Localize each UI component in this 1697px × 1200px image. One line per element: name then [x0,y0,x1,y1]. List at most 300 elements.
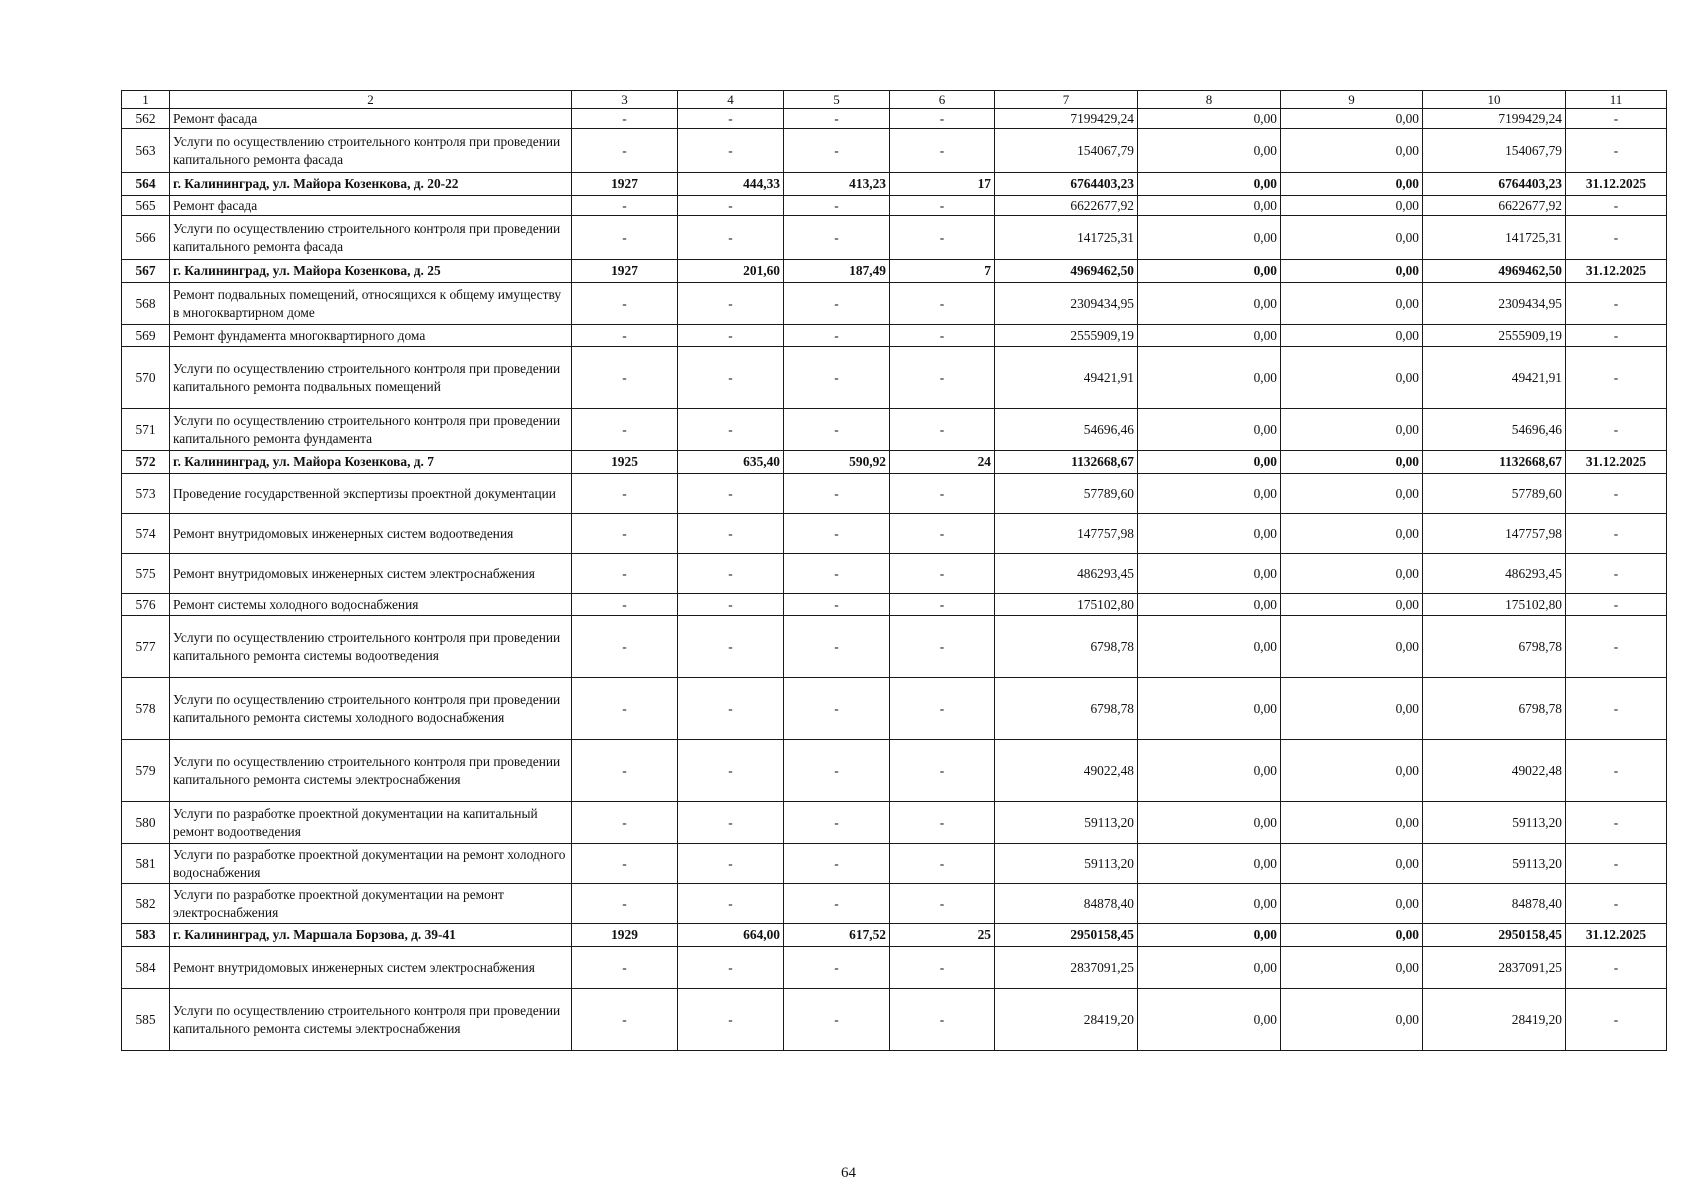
work-description: г. Калининград, ул. Майора Козенкова, д. 7 [170,451,572,474]
row-number: 579 [122,740,170,802]
row-number: 562 [122,109,170,129]
col-5-cell: - [784,844,890,884]
col-3-cell: - [572,216,678,260]
work-description: Услуги по разработке проектной документации на ремонт электроснабжения [170,884,572,924]
col-3-cell: - [572,594,678,616]
col-10-amount: 59113,20 [1423,802,1566,844]
col-5-cell: - [784,474,890,514]
col-3-cell: - [572,474,678,514]
row-number: 582 [122,884,170,924]
col-11-date: - [1566,844,1667,884]
col-6-cell: 25 [890,924,995,947]
col-4-cell: 635,40 [678,451,784,474]
col-9-amount: 0,00 [1281,129,1423,173]
col-6-cell: - [890,196,995,216]
col-3-cell: - [572,109,678,129]
col-9-amount: 0,00 [1281,678,1423,740]
col-3-cell: - [572,802,678,844]
col-6-cell: - [890,514,995,554]
col-4-cell: - [678,947,784,989]
col-3-cell: - [572,947,678,989]
col-3-cell: - [572,283,678,325]
address-row [122,260,1667,283]
col-8-amount: 0,00 [1138,283,1281,325]
col-10-amount: 57789,60 [1423,474,1566,514]
col-6-cell: - [890,216,995,260]
col-8-amount: 0,00 [1138,554,1281,594]
col-8-amount: 0,00 [1138,474,1281,514]
col-11-date: - [1566,216,1667,260]
col-9-amount: 0,00 [1281,451,1423,474]
col-3-cell: - [572,554,678,594]
col-10-amount: 2555909,19 [1423,325,1566,347]
work-description: Услуги по осуществлению строительного контроля при проведении капитального ремонта подвальных помещений [170,347,572,409]
col-8-amount: 0,00 [1138,594,1281,616]
col-9-amount: 0,00 [1281,514,1423,554]
row-number: 572 [122,451,170,474]
header-cell: 4 [678,91,784,109]
col-7-amount: 1132668,67 [995,451,1138,474]
col-5-cell: - [784,740,890,802]
work-description: Услуги по осуществлению строительного контроля при проведении капитального ремонта фундамента [170,409,572,451]
col-6-cell: - [890,616,995,678]
col-10-amount: 54696,46 [1423,409,1566,451]
col-11-date: 31.12.2025 [1566,451,1667,474]
col-10-amount: 28419,20 [1423,989,1566,1051]
col-10-amount: 1132668,67 [1423,451,1566,474]
col-8-amount: 0,00 [1138,802,1281,844]
col-11-date: - [1566,347,1667,409]
header-cell: 11 [1566,91,1667,109]
work-item-row [122,325,1667,347]
col-4-cell: - [678,594,784,616]
header-cell: 7 [995,91,1138,109]
col-6-cell: 7 [890,260,995,283]
col-9-amount: 0,00 [1281,884,1423,924]
col-4-cell: - [678,884,784,924]
row-number: 568 [122,283,170,325]
work-description: Услуги по осуществлению строительного контроля при проведении капитального ремонта системы водоотведения [170,616,572,678]
col-8-amount: 0,00 [1138,173,1281,196]
work-description: Ремонт системы холодного водоснабжения [170,594,572,616]
col-4-cell: - [678,283,784,325]
col-4-cell: - [678,616,784,678]
work-item-row [122,347,1667,409]
work-item-row [122,594,1667,616]
col-6-cell: - [890,474,995,514]
col-8-amount: 0,00 [1138,451,1281,474]
repair-program-table [121,90,1667,1051]
col-11-date: - [1566,678,1667,740]
column-number-header [122,91,1667,109]
col-7-amount: 486293,45 [995,554,1138,594]
col-4-cell: - [678,740,784,802]
row-number: 567 [122,260,170,283]
row-number: 566 [122,216,170,260]
col-5-cell: - [784,109,890,129]
col-11-date: - [1566,325,1667,347]
work-description: Ремонт внутридомовых инженерных систем электроснабжения [170,947,572,989]
col-10-amount: 4969462,50 [1423,260,1566,283]
work-item-row [122,554,1667,594]
col-5-cell: - [784,514,890,554]
col-7-amount: 2837091,25 [995,947,1138,989]
col-11-date: 31.12.2025 [1566,924,1667,947]
work-description: Ремонт фасада [170,196,572,216]
col-3-cell: - [572,325,678,347]
col-7-amount: 7199429,24 [995,109,1138,129]
col-4-cell: - [678,409,784,451]
col-8-amount: 0,00 [1138,884,1281,924]
col-7-amount: 6622677,92 [995,196,1138,216]
col-8-amount: 0,00 [1138,260,1281,283]
work-item-row [122,884,1667,924]
col-11-date: - [1566,616,1667,678]
col-7-amount: 2309434,95 [995,283,1138,325]
work-description: Услуги по разработке проектной документации на капитальный ремонт водоотведения [170,802,572,844]
row-number: 580 [122,802,170,844]
col-7-amount: 147757,98 [995,514,1138,554]
col-5-cell: - [784,216,890,260]
col-10-amount: 84878,40 [1423,884,1566,924]
col-8-amount: 0,00 [1138,947,1281,989]
col-10-amount: 6798,78 [1423,678,1566,740]
col-10-amount: 49022,48 [1423,740,1566,802]
header-cell: 6 [890,91,995,109]
col-10-amount: 486293,45 [1423,554,1566,594]
col-7-amount: 6798,78 [995,616,1138,678]
page-number: 64 [841,1165,856,1181]
col-8-amount: 0,00 [1138,196,1281,216]
col-3-cell: - [572,616,678,678]
col-11-date: - [1566,554,1667,594]
work-item-row [122,844,1667,884]
row-number: 581 [122,844,170,884]
work-description: Услуги по осуществлению строительного контроля при проведении капитального ремонта фасада [170,129,572,173]
work-description: Услуги по разработке проектной документации на ремонт холодного водоснабжения [170,844,572,884]
col-5-cell: - [784,347,890,409]
col-5-cell: - [784,554,890,594]
col-6-cell: - [890,554,995,594]
col-3-cell: - [572,514,678,554]
col-8-amount: 0,00 [1138,109,1281,129]
work-item-row [122,514,1667,554]
col-9-amount: 0,00 [1281,347,1423,409]
col-5-cell: - [784,129,890,173]
row-number: 576 [122,594,170,616]
work-description: Услуги по осуществлению строительного контроля при проведении капитального ремонта системы электроснабжения [170,989,572,1051]
col-3-cell: 1925 [572,451,678,474]
row-number: 578 [122,678,170,740]
col-8-amount: 0,00 [1138,678,1281,740]
col-5-cell: 413,23 [784,173,890,196]
col-8-amount: 0,00 [1138,129,1281,173]
col-10-amount: 141725,31 [1423,216,1566,260]
col-7-amount: 2555909,19 [995,325,1138,347]
col-4-cell: - [678,196,784,216]
col-7-amount: 154067,79 [995,129,1138,173]
col-7-amount: 59113,20 [995,844,1138,884]
row-number: 577 [122,616,170,678]
col-6-cell: - [890,325,995,347]
col-9-amount: 0,00 [1281,554,1423,594]
col-8-amount: 0,00 [1138,409,1281,451]
header-cell: 2 [170,91,572,109]
col-7-amount: 59113,20 [995,802,1138,844]
work-item-row [122,616,1667,678]
col-3-cell: - [572,196,678,216]
work-description: г. Калининград, ул. Майора Козенкова, д. 25 [170,260,572,283]
col-6-cell: - [890,989,995,1051]
header-cell: 9 [1281,91,1423,109]
col-7-amount: 2950158,45 [995,924,1138,947]
col-6-cell: - [890,109,995,129]
col-3-cell: 1927 [572,260,678,283]
col-4-cell: - [678,989,784,1051]
col-5-cell: - [784,947,890,989]
col-8-amount: 0,00 [1138,216,1281,260]
row-number: 571 [122,409,170,451]
work-item-row [122,989,1667,1051]
col-11-date: - [1566,129,1667,173]
col-9-amount: 0,00 [1281,947,1423,989]
col-5-cell: - [784,283,890,325]
header-cell: 8 [1138,91,1281,109]
row-number: 565 [122,196,170,216]
work-description: Услуги по осуществлению строительного контроля при проведении капитального ремонта системы холодного водоснабжения [170,678,572,740]
col-6-cell: - [890,409,995,451]
col-6-cell: - [890,283,995,325]
col-6-cell: - [890,594,995,616]
work-description: Услуги по осуществлению строительного контроля при проведении капитального ремонта системы электроснабжения [170,740,572,802]
work-item-row [122,409,1667,451]
col-5-cell: - [784,594,890,616]
col-7-amount: 175102,80 [995,594,1138,616]
col-8-amount: 0,00 [1138,347,1281,409]
col-9-amount: 0,00 [1281,802,1423,844]
col-3-cell: - [572,678,678,740]
col-9-amount: 0,00 [1281,989,1423,1051]
col-4-cell: - [678,347,784,409]
col-7-amount: 57789,60 [995,474,1138,514]
col-5-cell: - [784,409,890,451]
work-description: Ремонт фасада [170,109,572,129]
col-5-cell: 590,92 [784,451,890,474]
col-7-amount: 28419,20 [995,989,1138,1051]
col-11-date: - [1566,196,1667,216]
col-3-cell: - [572,844,678,884]
col-7-amount: 84878,40 [995,884,1138,924]
col-4-cell: - [678,109,784,129]
col-4-cell: - [678,678,784,740]
col-8-amount: 0,00 [1138,924,1281,947]
col-7-amount: 6798,78 [995,678,1138,740]
col-3-cell: - [572,129,678,173]
col-5-cell: - [784,884,890,924]
row-number: 583 [122,924,170,947]
col-10-amount: 6764403,23 [1423,173,1566,196]
col-3-cell: - [572,989,678,1051]
work-description: г. Калининград, ул. Майора Козенкова, д. 20-22 [170,173,572,196]
col-8-amount: 0,00 [1138,989,1281,1051]
col-11-date: - [1566,740,1667,802]
row-number: 564 [122,173,170,196]
col-7-amount: 49022,48 [995,740,1138,802]
col-4-cell: - [678,325,784,347]
header-cell: 5 [784,91,890,109]
col-6-cell: - [890,802,995,844]
col-6-cell: 17 [890,173,995,196]
col-8-amount: 0,00 [1138,514,1281,554]
col-9-amount: 0,00 [1281,109,1423,129]
col-9-amount: 0,00 [1281,196,1423,216]
address-row [122,924,1667,947]
col-9-amount: 0,00 [1281,844,1423,884]
col-8-amount: 0,00 [1138,740,1281,802]
work-item-row [122,947,1667,989]
col-3-cell: - [572,884,678,924]
row-number: 574 [122,514,170,554]
header-cell: 1 [122,91,170,109]
col-7-amount: 6764403,23 [995,173,1138,196]
col-3-cell: - [572,347,678,409]
col-9-amount: 0,00 [1281,409,1423,451]
col-3-cell: - [572,409,678,451]
col-6-cell: - [890,884,995,924]
col-4-cell: - [678,474,784,514]
row-number: 585 [122,989,170,1051]
col-9-amount: 0,00 [1281,173,1423,196]
work-description: Ремонт подвальных помещений, относящихся к общему имуществу в многоквартирном доме [170,283,572,325]
col-10-amount: 6622677,92 [1423,196,1566,216]
col-7-amount: 49421,91 [995,347,1138,409]
col-4-cell: - [678,844,784,884]
col-11-date: - [1566,947,1667,989]
col-11-date: - [1566,594,1667,616]
col-6-cell: - [890,347,995,409]
work-description: Услуги по осуществлению строительного контроля при проведении капитального ремонта фасада [170,216,572,260]
work-item-row [122,283,1667,325]
col-11-date: - [1566,989,1667,1051]
col-9-amount: 0,00 [1281,924,1423,947]
col-9-amount: 0,00 [1281,325,1423,347]
col-7-amount: 4969462,50 [995,260,1138,283]
address-row [122,173,1667,196]
col-6-cell: - [890,129,995,173]
col-3-cell: 1929 [572,924,678,947]
col-8-amount: 0,00 [1138,844,1281,884]
work-item-row [122,802,1667,844]
work-description: г. Калининград, ул. Маршала Борзова, д. 39-41 [170,924,572,947]
col-10-amount: 6798,78 [1423,616,1566,678]
col-9-amount: 0,00 [1281,474,1423,514]
col-4-cell: 664,00 [678,924,784,947]
col-9-amount: 0,00 [1281,216,1423,260]
work-description: Ремонт фундамента многоквартирного дома [170,325,572,347]
col-4-cell: 201,60 [678,260,784,283]
col-8-amount: 0,00 [1138,325,1281,347]
col-11-date: - [1566,409,1667,451]
work-item-row [122,474,1667,514]
col-4-cell: - [678,554,784,594]
col-6-cell: 24 [890,451,995,474]
col-10-amount: 2309434,95 [1423,283,1566,325]
col-8-amount: 0,00 [1138,616,1281,678]
col-7-amount: 54696,46 [995,409,1138,451]
col-5-cell: - [784,325,890,347]
col-11-date: - [1566,802,1667,844]
document-page [121,90,1666,1051]
row-number: 563 [122,129,170,173]
col-5-cell: - [784,802,890,844]
col-3-cell: - [572,740,678,802]
work-description: Ремонт внутридомовых инженерных систем водоотведения [170,514,572,554]
col-5-cell: 617,52 [784,924,890,947]
col-11-date: - [1566,109,1667,129]
col-11-date: 31.12.2025 [1566,173,1667,196]
row-number: 584 [122,947,170,989]
col-3-cell: 1927 [572,173,678,196]
col-6-cell: - [890,740,995,802]
col-9-amount: 0,00 [1281,740,1423,802]
work-description: Ремонт внутридомовых инженерных систем электроснабжения [170,554,572,594]
row-number: 569 [122,325,170,347]
col-9-amount: 0,00 [1281,616,1423,678]
col-7-amount: 141725,31 [995,216,1138,260]
col-10-amount: 2950158,45 [1423,924,1566,947]
col-6-cell: - [890,947,995,989]
work-item-row [122,216,1667,260]
work-item-row [122,740,1667,802]
col-9-amount: 0,00 [1281,594,1423,616]
col-5-cell: - [784,196,890,216]
col-4-cell: 444,33 [678,173,784,196]
col-6-cell: - [890,844,995,884]
row-number: 570 [122,347,170,409]
header-cell: 3 [572,91,678,109]
col-5-cell: - [784,678,890,740]
work-item-row [122,109,1667,129]
row-number: 575 [122,554,170,594]
col-5-cell: - [784,989,890,1051]
col-10-amount: 49421,91 [1423,347,1566,409]
col-4-cell: - [678,129,784,173]
address-row [122,451,1667,474]
col-4-cell: - [678,802,784,844]
col-4-cell: - [678,514,784,554]
col-10-amount: 7199429,24 [1423,109,1566,129]
work-item-row [122,196,1667,216]
work-item-row [122,129,1667,173]
col-4-cell: - [678,216,784,260]
col-5-cell: - [784,616,890,678]
col-10-amount: 59113,20 [1423,844,1566,884]
col-10-amount: 2837091,25 [1423,947,1566,989]
col-9-amount: 0,00 [1281,260,1423,283]
col-11-date: - [1566,474,1667,514]
col-11-date: - [1566,884,1667,924]
header-cell: 10 [1423,91,1566,109]
col-9-amount: 0,00 [1281,283,1423,325]
col-10-amount: 175102,80 [1423,594,1566,616]
col-11-date: - [1566,514,1667,554]
row-number: 573 [122,474,170,514]
work-item-row [122,678,1667,740]
work-description: Проведение государственной экспертизы проектной документации [170,474,572,514]
col-10-amount: 147757,98 [1423,514,1566,554]
col-11-date: 31.12.2025 [1566,260,1667,283]
col-6-cell: - [890,678,995,740]
